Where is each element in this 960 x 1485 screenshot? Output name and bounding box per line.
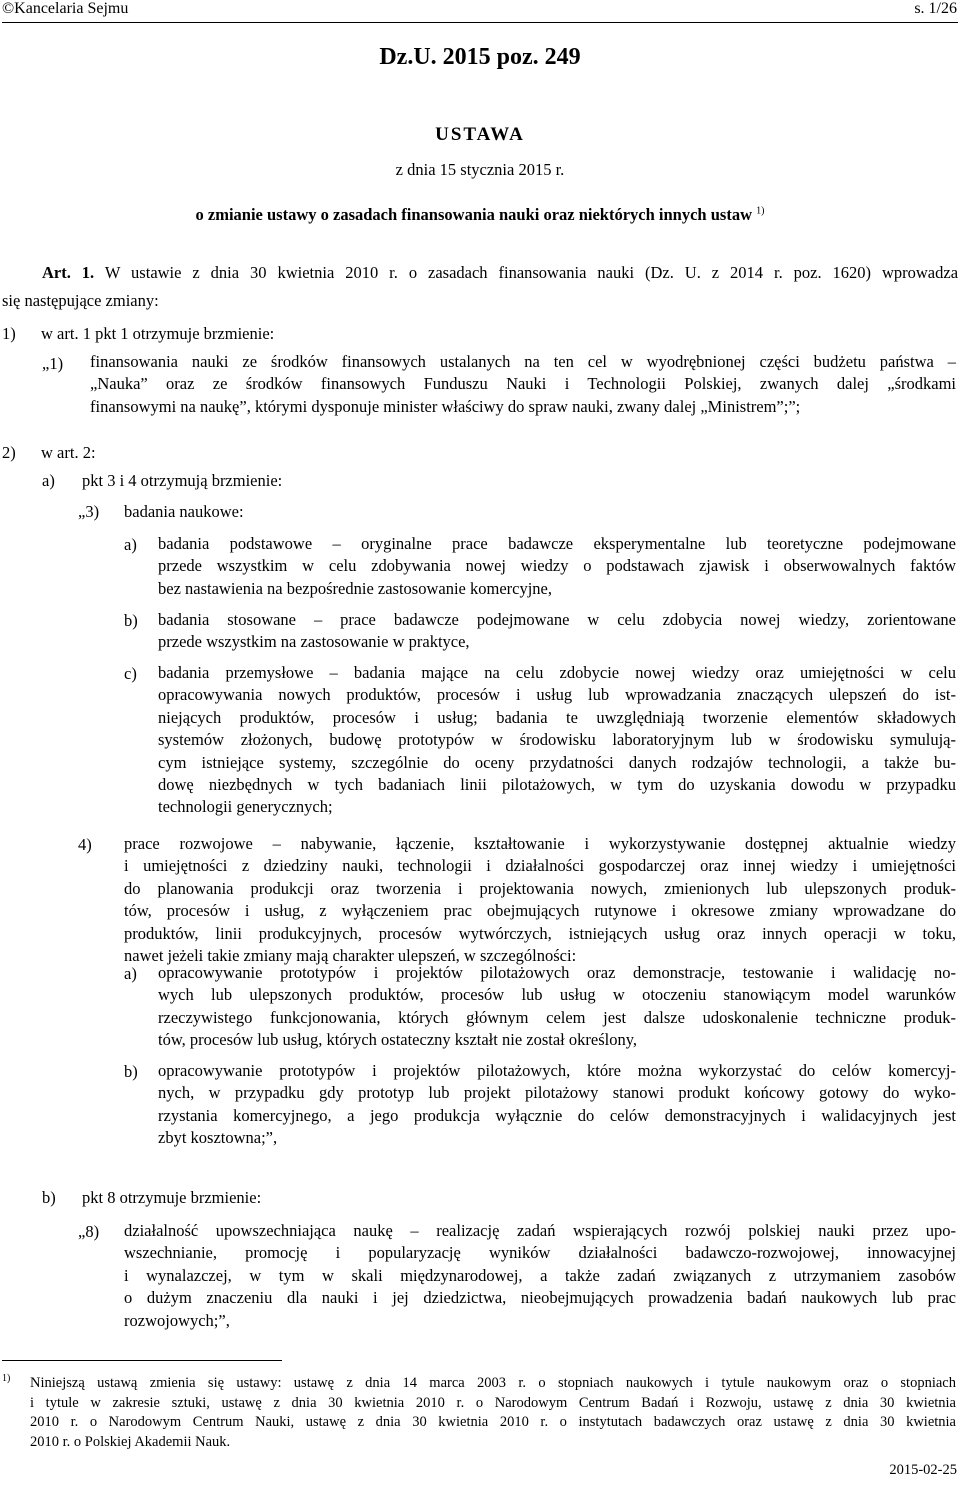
text-line: rozwojowych;”, [124,1310,230,1330]
text-line: opracowywanie prototypów i projektów pilotażowych, które można wykorzystać do celów komercyj- [158,1061,956,1080]
text-line: do planowania produkcji oraz tworzenia i projektowania nowych, zmienionych lub ulepszonych produk- [124,878,956,898]
text-line: 2010 r. o Narodowym Centrum Nauki, ustawę z dnia 30 kwietnia 2010 r. o instytutach badawczych oraz ustawę z dnia 30 kwietnia [30,1414,956,1431]
header-divider [2,22,958,23]
letter-b-text: pkt 8 otrzymuje brzmienie: [82,1188,262,1207]
point-1-text: w art. 1 pkt 1 otrzymuje brzmienie: [41,324,275,343]
act-subject [0,205,960,225]
text-line: badania stosowane – prace badawcze podejmowane w celu zdobycia nowej wiedzy, zorientowane [158,610,956,629]
text-line: tów, procesów i usług, z wyłączeniem prac obejmujących rutynowe i okresowe zmiany wprowadzane do [124,901,956,921]
header-source: ©Kancelaria Sejmu [2,0,129,17]
quote-8-text [124,1220,956,1332]
item-4b-text [158,1060,956,1150]
letter-a-text: pkt 3 i 4 otrzymują brzmienie: [82,471,283,490]
text-line: wszechnianie, promocję i popularyzację wyników działalności badawczo-rozwojowej, innowacyjnej [124,1243,956,1263]
act-subject-text: o zmianie ustawy o zasadach finansowania nauki oraz niektórych innych ustaw [195,205,752,224]
text-line: opracowywanie prototypów i projektów pilotażowych oraz demonstracje, testowanie i walidację no- [158,963,956,982]
quote-4-text [124,833,956,967]
text-line: wych lub ulepszonych produktów, procesów lub usług w otoczeniu stanowiącym model warunków [158,985,956,1005]
item-b-text [158,609,956,654]
text-line: systemów złożonych, budowę prototypów w środowisku laboratoryjnym lub w środowisku symulują- [158,730,956,750]
text-line: rzeczywistego funkcjonowania, których głównym celem jest dalsze udoskonalenie techniczne produk- [158,1007,956,1027]
text-line: przede wszystkim na zastosowanie w praktyce, [158,632,470,652]
text-line: i tytule w zakresie sztuki, ustawę z dnia 30 kwietnia 2010 r. o Narodowym Centrum Badań i Rozwoju, ustawę z dnia 30 kwietnia [30,1394,956,1411]
journal-reference: Dz.U. 2015 poz. 249 [379,44,581,70]
text-line: rzystania komercyjnego, a jego produkcja wyłącznie do celów demonstracyjnych i walidacyjnych jest [158,1105,956,1125]
text-line: „Nauka” oraz ze środków finansowych Funduszu Nauki i Technologii Polskiej, zwanych dalej „środkami [90,374,956,394]
header-page-number: s. 1/26 [914,0,957,17]
text-line: dowę niezbędnych w tych badaniach linii pilotażowych, w tym do uzyskania dowodu w przypadku [158,775,956,795]
act-date: z dnia 15 stycznia 2015 r. [395,160,565,179]
text-line: badania podstawowe – oryginalne prace badawcze eksperymentalne lub teoretyczne podejmowane [158,534,956,553]
text-line: nawet jeżeli takie zmiany mają charakter ulepszeń, w szczególności: [124,946,577,966]
quote-3-number: „3) [78,502,100,521]
point-2-text: w art. 2: [41,443,96,462]
text-line: działalność upowszechniająca naukę – realizację zadań wspierających rozwój polskiej nauki przez upo- [124,1221,956,1240]
text-line: bez nastawienia na bezpośrednie zastosowanie komercyjne, [158,578,553,598]
text-line: Niniejszą ustawą zmienia się ustawy: ustawę z dnia 14 marca 2003 r. o stopniach naukowych i tytule naukowym oraz o stopniach [30,1375,956,1391]
quote-4-number: 4) [78,835,92,854]
publication-date: 2015-02-25 [889,1462,957,1478]
text-line: przede wszystkim w celu zdobywania nowej wiedzy o podstawach zjawisk i obserwowalnych faktów [158,556,956,576]
footnote-mark: 1) [2,1373,11,1384]
point-2-number: 2) [2,443,16,462]
letter-a-label: a) [42,471,55,490]
footnote-text [30,1374,956,1452]
text-line: 2010 r. o Polskiej Akademii Nauk. [30,1433,231,1450]
text-line: i wynalazczej, w tym w skali międzynarodowej, a także zadań związanych z utrzymaniem zasobów [124,1265,956,1285]
article-1-text: W ustawie z dnia 30 kwietnia 2010 r. o zasadach finansowania nauki (Dz. U. z 2014 r. poz. 1620) wprowadza [104,263,959,282]
quote-1-number: „1) [42,354,64,373]
text-line: nych, w przypadku gdy prototyp lub projekt pilotażowy stanowi produkt końcowy gotowy do wyko- [158,1083,956,1103]
text-line: i umiejętności z dziedziny nauki, technologii i działalności gospodarczej oraz innej wiedzy i umiejętności [124,856,956,876]
item-c-text [158,662,956,819]
item-a-text [158,533,956,600]
item-b-label: b) [124,611,138,630]
item-c-label: c) [124,664,137,683]
item-a-label: a) [124,535,137,554]
item-4b-label: b) [124,1062,138,1081]
quote-3-text: badania naukowe: [124,502,244,521]
text-line: prace rozwojowe – nabywanie, łączenie, kształtowanie i wykorzystywanie dostępnej aktualnie wiedzy [124,834,956,853]
text-line: finansowania nauki ze środków finansowych ustalanych na ten cel w wyodrębnionej części budżetu państwa – [90,352,956,371]
text-line: badania przemysłowe – badania mające na celu zdobycie nowej wiedzy oraz umiejętności w celu [158,663,956,682]
act-type: USTAWA [435,124,525,145]
footnote-reference: 1) [756,205,765,217]
point-1-number: 1) [2,324,16,343]
text-line: tów, procesów lub usług, których ostateczny kształt nie został określony, [158,1030,637,1050]
item-4a-text [158,962,956,1052]
text-line: opracowywania nowych produktów, procesów i usług lub wprowadzania znaczących ulepszeń do ist- [158,685,956,705]
article-label: Art. 1. [42,263,95,282]
footnote-divider [2,1360,282,1361]
text-line: niejących produktów, procesów i usług; badania te uwzględniają tworzenie elementów składowych [158,707,956,727]
quote-8-number: „8) [78,1222,100,1241]
text-line: cym istniejące systemy, szczególnie do oceny przydatności danych rodzajów technologii, a także bu- [158,752,956,772]
item-4a-label: a) [124,964,137,983]
text-line: zbyt kosztowna;”, [158,1128,278,1148]
text-line: produktów, linii produkcyjnych, procesów wytwórczych, istniejących usług oraz innych operacji w toku, [124,923,956,943]
letter-b-label: b) [42,1188,56,1207]
quote-1-text [90,351,956,418]
article-1-intro [42,262,958,284]
article-1-intro-cont: się następujące zmiany: [2,291,159,310]
text-line: o dużym znaczeniu dla nauki i jej dziedzictwa, nieobejmujących prowadzenia badań naukowych lub prac [124,1288,956,1308]
text-line: finansowymi na naukę”, którymi dysponuje minister właściwy do spraw nauki, zwany dalej „Ministrem”;”; [90,396,801,416]
text-line: technologii generycznych; [158,797,333,817]
